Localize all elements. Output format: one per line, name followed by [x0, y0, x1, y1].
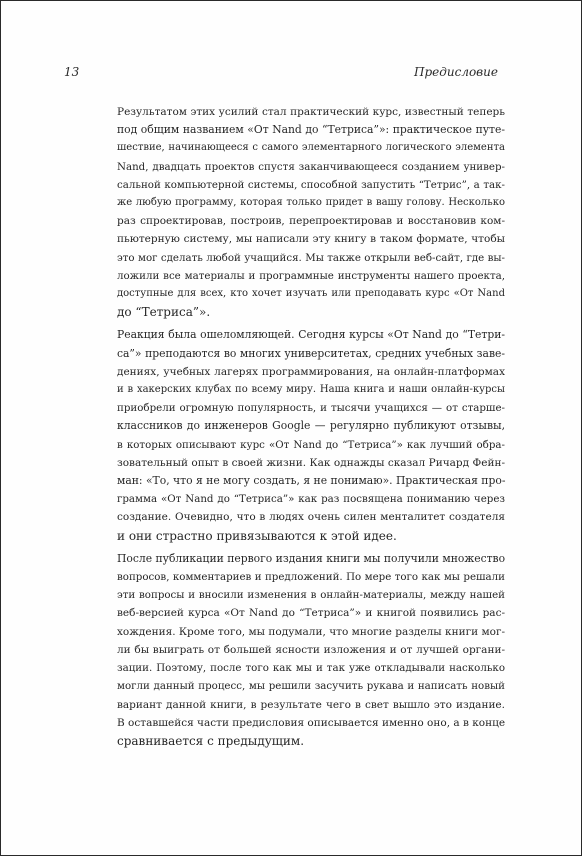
text-line: доступные для всех, кто хочет изучать или преподавать курс «От Nand — [117, 288, 505, 300]
text-line: это мог сделать любой учащийся. Мы также открыли веб-сайт, где вы- — [117, 251, 505, 264]
paragraph — [117, 103, 505, 321]
text-line: В оставшейся части предисловия описывается именно оно, а в конце — [117, 716, 506, 729]
text-line: грамма «От Nand до “Тетриса”» как раз посвящена пониманию через — [117, 493, 505, 506]
text-line: сравнивается с предыдущим. — [117, 733, 305, 748]
paragraph — [117, 326, 505, 544]
text-line: вопросов, комментариев и предложений. По мере того как мы решали — [117, 571, 505, 584]
text-line: и они страстно привязываются к этой идее. — [117, 528, 397, 543]
text-line: до “Тетриса”». — [117, 305, 211, 320]
text-line: и в хакерских клубах по всему миру. Наша книга и наши онлайн-курсы — [117, 384, 505, 396]
text-line: са”» преподаются во многих университетах, средних учебных заве- — [117, 346, 505, 360]
text-line: в которых описывают курс «От Nand до “Тетриса”» как лучший обра- — [117, 438, 505, 451]
text-line: под общим названием «От Nand до “Тетриса”»: практическое путе- — [117, 123, 505, 137]
section-title: Предисловие — [414, 65, 498, 79]
text-line: ли бы выиграть от большей ясности изложения и от лучшей органи- — [117, 643, 505, 656]
text-line: Результатом этих усилий стал практический курс, известный теперь — [117, 106, 505, 118]
text-line: зации. Поэтому, после того как мы и так уже откладывали насколько — [117, 662, 505, 675]
text-line: пьютерную систему, мы написали эту книгу в таком формате, чтобы — [117, 233, 505, 246]
text-line: шествие, начинающееся с самого элементарного логического элемента — [117, 142, 505, 154]
text-line: дениях, учебных лагерях программирования, на онлайн-платформах — [117, 365, 505, 378]
text-line: же любую программу, которая только придет в вашу голову. Несколько — [117, 197, 505, 209]
text-line: могли данный процесс, мы решили засучить рукава и написать новый — [117, 680, 505, 693]
running-head — [64, 64, 498, 80]
text-line: ложили все материалы и программные инструменты нашего проекта, — [117, 269, 505, 282]
text-line: Реакция была ошеломляющей. Сегодня курсы «От Nand до “Тетри- — [117, 328, 505, 342]
text-line: сальной компьютерной системы, способной запустить “Тетрис”, а так- — [117, 178, 505, 191]
body-text — [117, 103, 505, 750]
page-number: 13 — [64, 65, 80, 79]
text-line: ман: «То, что я не могу создать, я не понимаю». Практическая про- — [117, 474, 506, 488]
paragraph — [117, 550, 505, 750]
text-line: приобрели огромную популярность, и тысячи учащихся — от старше- — [117, 402, 505, 415]
text-line: создание. Очевидно, что в людях очень силен менталитет создателя — [117, 511, 505, 524]
text-line: Nand, двадцать проектов спустя заканчивающееся созданием универ- — [117, 160, 505, 173]
text-line: веб-версией курса «От Nand до “Тетриса”» и книгой появились рас- — [117, 607, 505, 620]
text-line: раз спроектировав, построив, перепроектировав и восстановив ком- — [117, 215, 505, 228]
text-line: зовательный опыт в своей жизни. Как однажды сказал Ричард Фейн- — [117, 456, 505, 469]
text-line: вариант данной книги, в результате чего в свет вышло это издание. — [117, 698, 505, 711]
text-line: классников до инженеров Google — регулярно публикуют отзывы, — [117, 419, 505, 433]
text-line: эти вопросы и вносили изменения в онлайн-материалы, между нашей — [117, 589, 505, 602]
text-line: хождения. Кроме того, мы подумали, что многие разделы книги мог- — [117, 625, 505, 638]
text-line: После публикации первого издания книги мы получили множество — [117, 551, 506, 565]
